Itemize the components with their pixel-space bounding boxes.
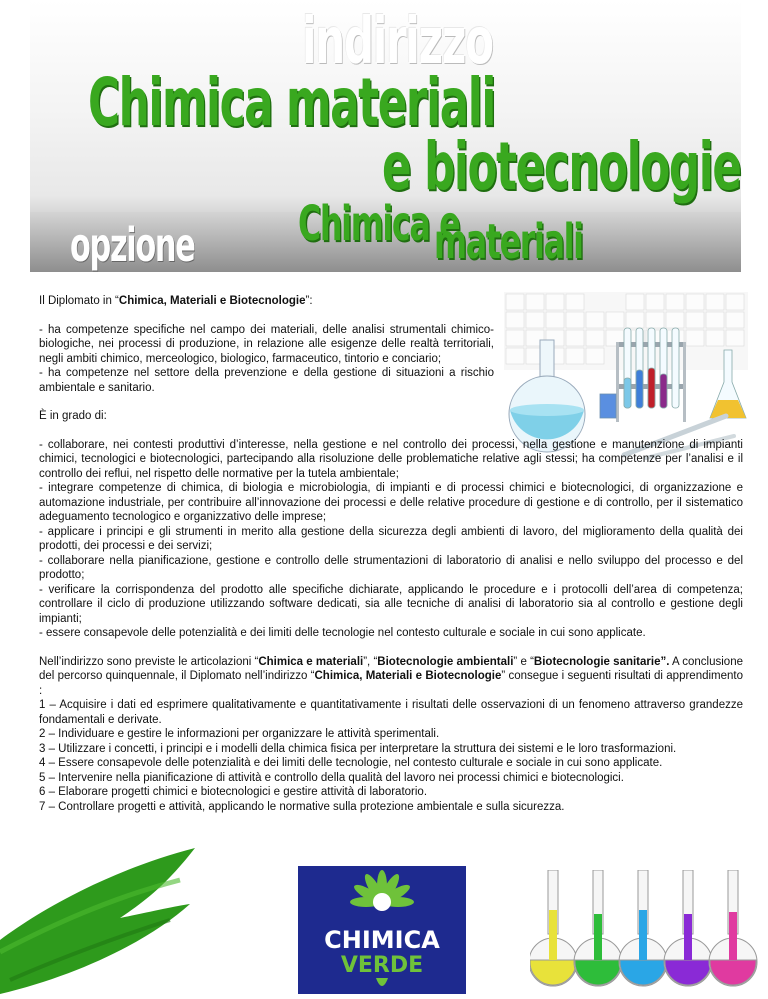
flask-icon	[530, 870, 577, 986]
colored-flasks-illustration	[530, 870, 760, 994]
intro-bold: Chimica, Materiali e Biotecnologie	[118, 295, 306, 307]
outcomes-section	[39, 655, 743, 815]
title-materiali: materiali	[434, 214, 583, 270]
list-item: - ha competenze nel settore della prevenzione e della gestione di situazioni a rischio ambientale e sanitario.	[39, 367, 494, 394]
outcome-item: 1 – Acquisire i dati ed esprimere qualitativamente e quantitativamente i risultati delle osservazioni di un fenomeno attraverso grandezze fondamentali e derivate.	[39, 699, 743, 726]
outcome-item: 5 – Intervenire nella pianificazione di attività e controllo della qualità del lavoro nei processi chimici e biotecnologici.	[39, 771, 624, 784]
logo-line2: VERDE	[340, 953, 424, 978]
green-brush-stroke	[0, 840, 200, 994]
title-chimica-materiali: Chimica materiali	[88, 64, 495, 141]
outcome-item: 2 – Individuare e gestire le informazioni per organizzare le attività sperimentali.	[39, 728, 440, 740]
chimica-verde-logo	[298, 866, 466, 994]
title-indirizzo: indirizzo	[302, 5, 493, 79]
list-item: - collaborare, nei contesti produttivi d’interesse, nella gestione e nel controllo dei processi, nella gestione e manutenzione di impianti chimici, tecnologici e biotecnologici, partecipando alla risoluzione delle problematiche relative agli stessi; ha competenze per l’analisi e il controllo dei reflui, nel rispetto delle normative per la tutela ambientale;	[39, 438, 743, 480]
list-item: - collaborare nella pianificazione, gestione e controllo delle strumentazioni di laboratorio di analisi e nello sviluppo del processo e del prodotto;	[39, 554, 743, 581]
title-biotecnologie: e biotecnologie	[382, 128, 741, 205]
flask-icon	[664, 870, 712, 986]
list-item: - applicare i principi e gli strumenti in merito alla gestione della sicurezza degli ambienti di lavoro, del miglioramento della qualità dei prodotti, dei processi e dei servizi;	[39, 525, 743, 552]
document-body	[39, 294, 743, 828]
abilities-heading: È in grado di:	[39, 410, 107, 422]
outcome-item: 7 – Controllare progetti e attività, applicando le normative sulla protezione ambientale e sulla sicurezza.	[39, 800, 565, 813]
outcome-item: 4 – Essere consapevole delle potenzialità e dei limiti delle tecnologie, nel contesto culturale e sociale in cui sono applicate.	[39, 757, 663, 769]
header-banner	[30, 0, 741, 272]
list-item: - essere consapevole delle potenzialità e dei limiti delle tecnologie nel contesto culturale e sociale in cui sono applicate.	[39, 627, 646, 639]
title-chimica-e: Chimica e	[298, 196, 460, 252]
outcome-item: 3 – Utilizzare i concetti, i principi e i modelli della chimica fisica per interpretare la struttura dei sistemi e le loro trasformazioni.	[39, 742, 677, 755]
list-item: - verificare la corrispondenza del prodotto alle specifiche dichiarate, applicando le procedure e i protocolli dell’area di competenza; controllare il ciclo di produzione utilizzando software dedicati, sia alle tecniche di analisi di laboratorio sia al controllo e gestione degli impianti;	[39, 583, 743, 625]
abilities-list	[39, 438, 743, 641]
list-item: - integrare competenze di chimica, di biologia e microbiologia, di impianti e di processi chimici e biotecnologici, di organizzazione e automazione industriale, per contribuire all’innovazione dei processi e delle relative procedure di gestione e di controllo, per il sistematico adeguamento tecnologico e organizzativo delle imprese;	[39, 482, 743, 523]
daisy-logo-icon	[298, 866, 466, 994]
flask-icon	[619, 870, 667, 986]
title-opzione: opzione	[70, 218, 195, 272]
flask-icon	[709, 870, 757, 986]
logo-line1: CHIMICA	[324, 926, 440, 954]
list-item: - ha competenze specifiche nel campo dei materiali, delle analisi strumentali chimico-biologiche, nei processi di produzione, in relazione alle esigenze delle realtà territoriali, negli ambiti chimico, merceologico, biologico, farmaceutico, tintorio e conciario;	[39, 323, 494, 365]
intro-sentence: Il Diplomato in “Chimica, Materiali e Biotecnologie”:	[39, 295, 313, 307]
articolazioni-paragraph: Nell’indirizzo sono previste le articolazioni “Chimica e materiali”, “Biotecnologie ambientali” e “Biotecnologie sanitarie”. A conclusione del percorso quinquennale, il Diplomato nell’indirizzo “Chimica, Materiali e Biotecnologie” consegue i seguenti risultati di apprendimento :	[39, 655, 743, 697]
intro-list	[39, 323, 494, 396]
flask-icon	[574, 870, 622, 986]
outcome-item: 6 – Elaborare progetti chimici e biotecnologici e gestire attività di laboratorio.	[39, 786, 428, 798]
